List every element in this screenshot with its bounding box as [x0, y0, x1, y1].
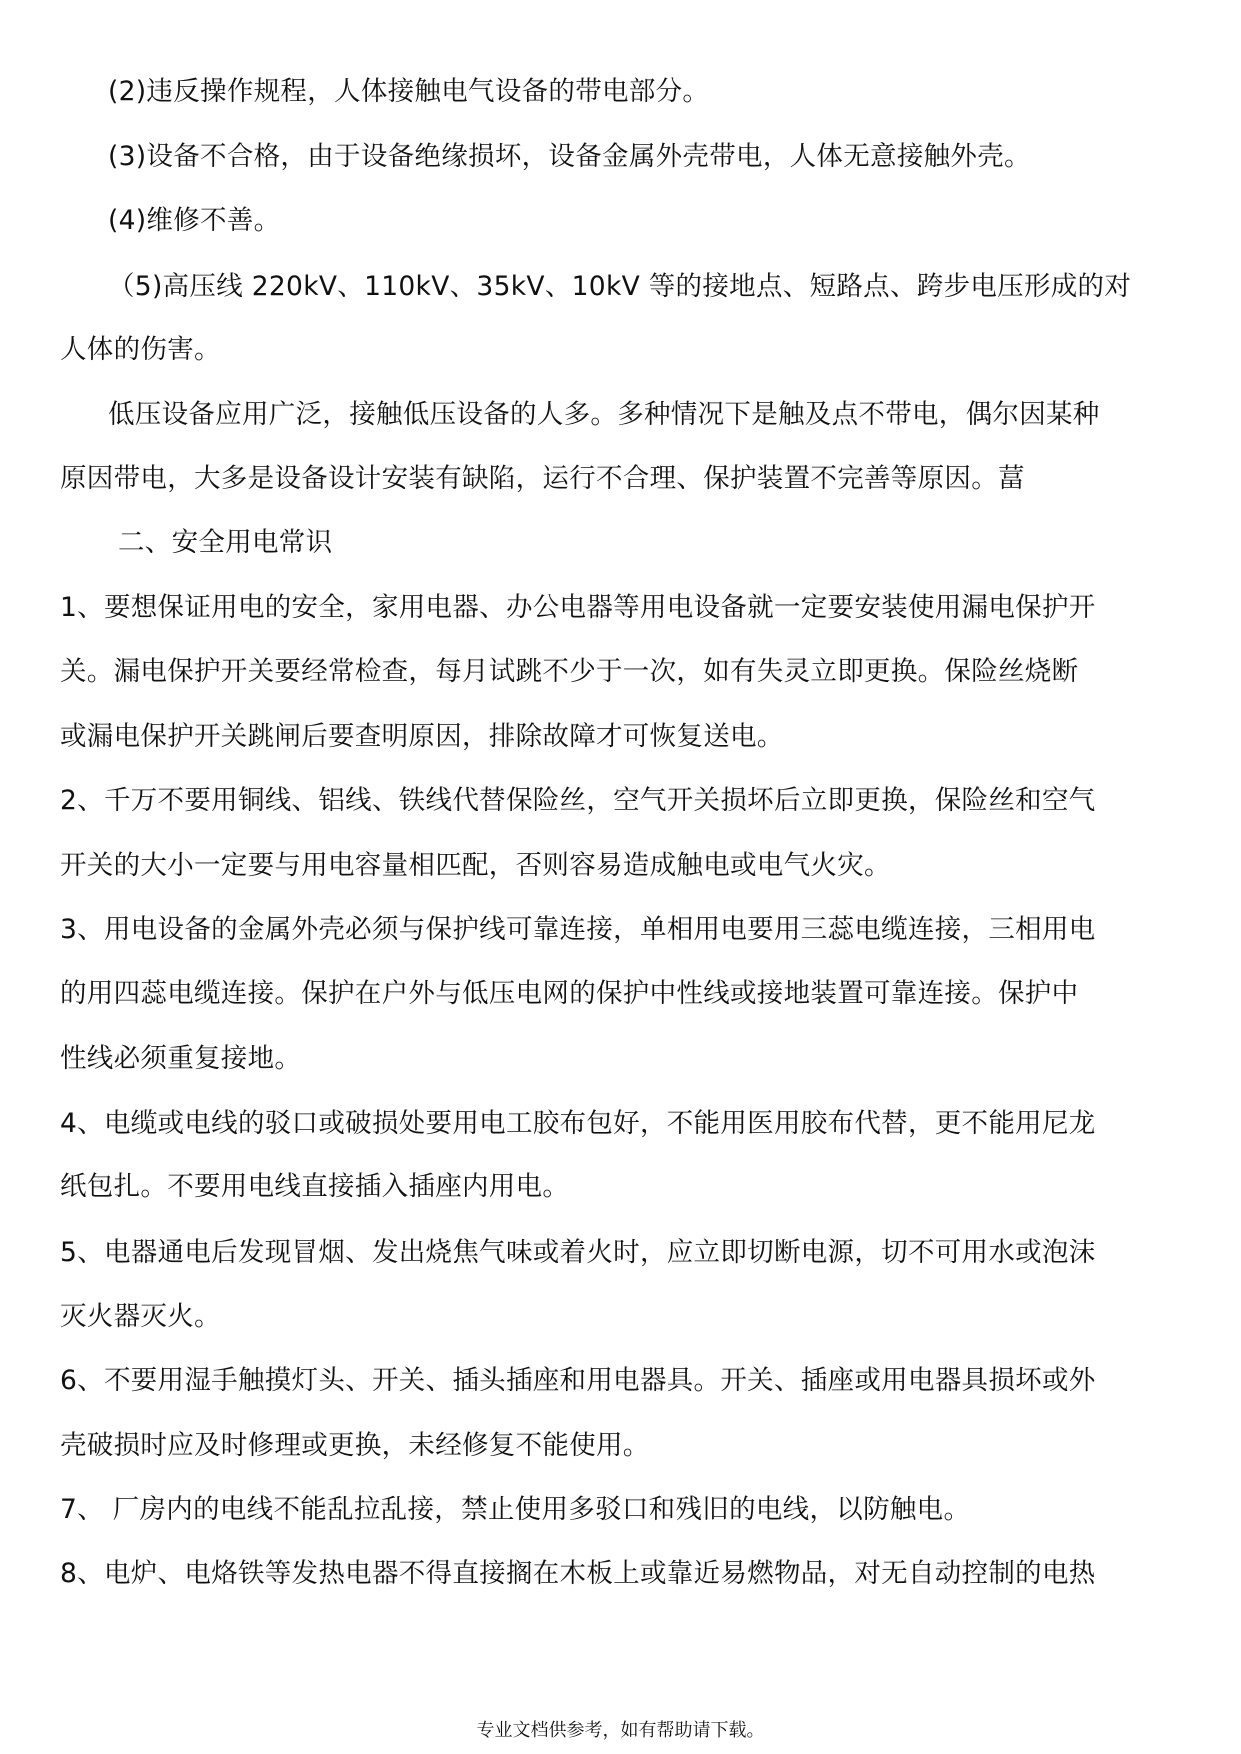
rule-1-line-1: 1、要想保证用电的安全，家用电器、办公电器等用电设备就一定要安装使用漏电保护开	[60, 592, 1096, 623]
rule-8-line-1: 8、电炉、电烙铁等发热电器不得直接搁在木板上或靠近易燃物品，对无自动控制的电热	[60, 1558, 1096, 1589]
rule-5-line-2: 灭火器灭火。	[60, 1301, 221, 1332]
rule-3-line-1: 3、用电设备的金属外壳必须与保护线可靠连接，单相用电要用三蕊电缆连接，三相用电	[60, 914, 1096, 945]
item-5-line-2: 人体的伤害。	[60, 334, 221, 365]
rule-1-line-2: 关。漏电保护开关要经常检查，每月试跳不少于一次，如有失灵立即更换。保险丝烧断	[60, 656, 1079, 687]
rule-5-line-1: 5、电器通电后发现冒烟、发出烧焦气味或着火时，应立即切断电源，切不可用水或泡沫	[60, 1237, 1096, 1268]
item-3-line: (3)设备不合格，由于设备绝缘损坏，设备金属外壳带电，人体无意接触外壳。	[108, 141, 1031, 172]
rule-3-line-2: 的用四蕊电缆连接。保护在户外与低压电网的保护中性线或接地装置可靠连接。保护中	[60, 978, 1079, 1009]
rule-6-line-1: 6、不要用湿手触摸灯头、开关、插头插座和用电器具。开关、插座或用电器具损坏或外	[60, 1365, 1096, 1396]
section-heading: 二、安全用电常识	[118, 527, 333, 558]
rule-6-line-2: 壳破损时应及时修理或更换，未经修复不能使用。	[60, 1430, 650, 1461]
rule-4-line-2: 纸包扎。不要用电线直接插入插座内用电。	[60, 1171, 570, 1202]
rule-3-line-3: 性线必须重复接地。	[60, 1043, 302, 1074]
rule-4-line-1: 4、电缆或电线的驳口或破损处要用电工胶布包好，不能用医用胶布代替，更不能用尼龙	[60, 1108, 1096, 1139]
item-5-line-1: （5)高压线 220kV、110kV、35kV、10kV 等的接地点、短路点、跨步电压形成的对	[108, 271, 1132, 302]
rule-2-line-1: 2、千万不要用铜线、铝线、铁线代替保险丝，空气开关损坏后立即更换，保险丝和空气	[60, 785, 1096, 816]
paragraph-low-voltage-line-2: 原因带电，大多是设备设计安装有缺陷，运行不合理、保护装置不完善等原因。葍	[60, 463, 1025, 494]
rule-1-line-3: 或漏电保护开关跳闸后要查明原因，排除故障才可恢复送电。	[60, 721, 784, 752]
item-4-line: (4)维修不善。	[108, 205, 281, 236]
rule-7-line-1: 7、 厂房内的电线不能乱拉乱接，禁止使用多驳口和残旧的电线，以防触电。	[60, 1494, 971, 1525]
rule-2-line-2: 开关的大小一定要与用电容量相匹配，否则容易造成触电或电气火灾。	[60, 850, 891, 881]
page-footer: 专业文档供参考，如有帮助请下载。	[476, 1720, 765, 1741]
paragraph-low-voltage-line-1: 低压设备应用广泛，接触低压设备的人多。多种情况下是触及点不带电，偶尔因某种	[108, 399, 1100, 430]
item-2-line: (2)违反操作规程，人体接触电气设备的带电部分。	[108, 76, 710, 107]
